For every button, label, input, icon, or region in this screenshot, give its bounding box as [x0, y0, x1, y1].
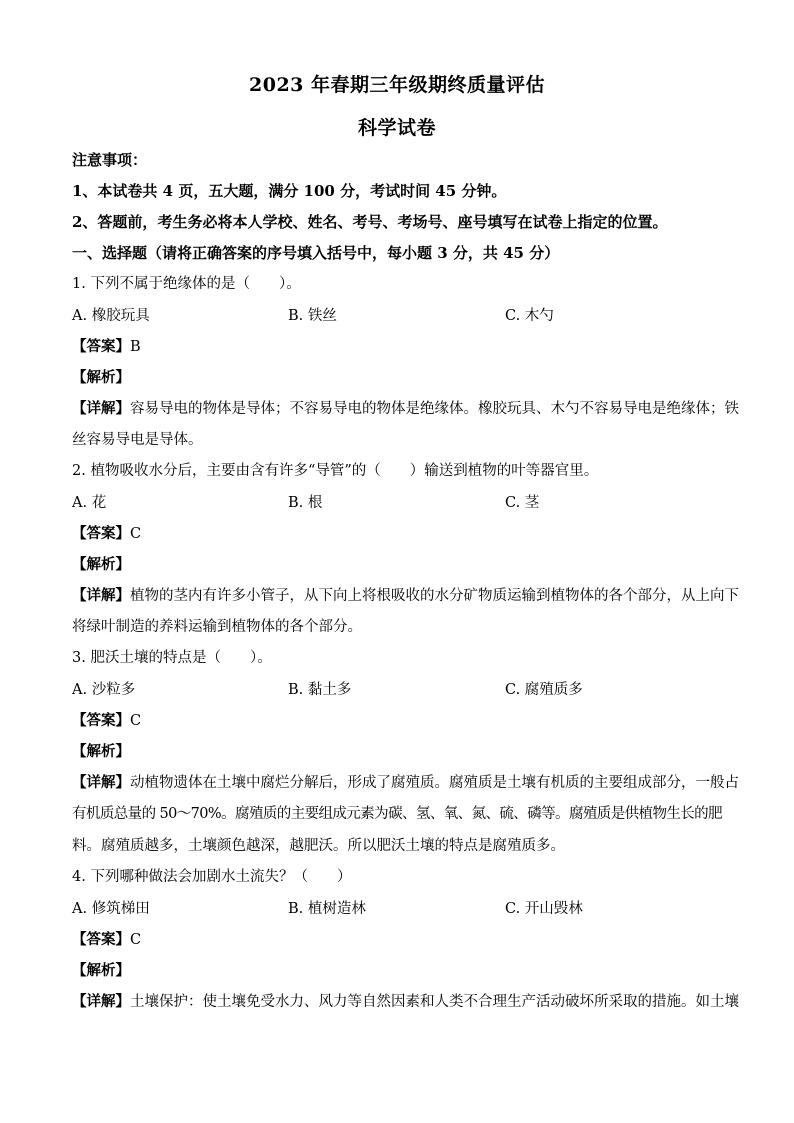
- answer-value: B: [130, 339, 141, 355]
- analysis-label: [72, 742, 722, 762]
- answer-label: 【答案】: [72, 931, 130, 948]
- question-stem: 2. 植物吸收水分后，主要由含有许多“导管”的（ ）输送到植物的叶等器官里。: [72, 463, 599, 479]
- option-b: B. 根: [288, 495, 323, 511]
- question-stem: 1. 下列不属于绝缘体的是（ ）。: [72, 276, 301, 292]
- option-b: B. 铁丝: [288, 308, 337, 324]
- detail-line: [72, 586, 739, 606]
- answer-value: C: [130, 932, 142, 948]
- detail-line: 丝容易导电是导体。: [72, 432, 203, 448]
- analysis-label: [72, 368, 722, 388]
- option-c: C. 木勺: [505, 308, 554, 324]
- answer-row: [72, 711, 722, 731]
- option-a: A. 花: [72, 495, 107, 511]
- detail-text: 土壤保护：使土壤免受水力、风力等自然因素和人类不合理生产活动破坏所采取的措施。如土壤: [130, 994, 739, 1010]
- answer-value: C: [130, 526, 142, 542]
- exam-title: 2023 年春期三年级期终质量评估: [249, 74, 545, 96]
- detail-line: [72, 773, 739, 793]
- analysis-label: [72, 961, 722, 981]
- detail-line: 有机质总量的 50～70%。腐殖质的主要组成元素为碳、氢、氧、氮、硫、磷等。腐殖质是供植物生长的肥: [72, 806, 722, 822]
- exam-subtitle: 科学试卷: [357, 117, 436, 139]
- analysis-label: [72, 555, 722, 575]
- option-c: C. 茎: [505, 495, 540, 511]
- analysis-tag: 【解析】: [72, 369, 130, 386]
- detail-line: 将绿叶制造的养料运输到植物体的各个部分。: [72, 619, 362, 635]
- notice-item-1: 1、本试卷共 4 页，五大题，满分 100 分，考试时间 45 分钟。: [72, 182, 507, 200]
- analysis-tag: 【解析】: [72, 743, 130, 760]
- answer-label: 【答案】: [72, 525, 130, 542]
- detail-line: [72, 992, 739, 1012]
- option-b: B. 植树造林: [288, 901, 366, 917]
- detail-label: 【详解】: [72, 587, 130, 604]
- option-b: B. 黏土多: [288, 682, 352, 698]
- analysis-tag: 【解析】: [72, 962, 130, 979]
- detail-line: 料。腐殖质越多，土壤颜色越深，越肥沃。所以肥沃土壤的特点是腐殖质多。: [72, 838, 565, 854]
- notice-heading: 注意事项：: [72, 151, 148, 169]
- detail-label: 【详解】: [72, 774, 130, 791]
- answer-label: 【答案】: [72, 712, 130, 729]
- answer-label: 【答案】: [72, 338, 130, 355]
- option-c: C. 开山毁林: [505, 901, 583, 917]
- detail-line: [72, 399, 739, 419]
- answer-value: C: [130, 713, 142, 729]
- section-heading: 一、选择题（请将正确答案的序号填入括号中，每小题 3 分，共 45 分）: [72, 244, 560, 262]
- answer-row: [72, 930, 722, 950]
- option-a: A. 沙粒多: [72, 682, 136, 698]
- detail-label: 【详解】: [72, 993, 130, 1010]
- notice-item-2: 2、答题前，考生务必将本人学校、姓名、考号、考场号、座号填写在试卷上指定的位置。: [72, 213, 668, 231]
- question-stem: 3. 肥沃土壤的特点是（ ）。: [72, 650, 272, 666]
- answer-row: [72, 524, 722, 544]
- detail-text: 植物的茎内有许多小管子，从下向上将根吸收的水分矿物质运输到植物体的各个部分，从上向下: [130, 588, 739, 604]
- detail-text: 动植物遗体在土壤中腐烂分解后，形成了腐殖质。腐殖质是土壤有机质的主要组成部分，一般占: [130, 775, 739, 791]
- detail-label: 【详解】: [72, 400, 130, 417]
- analysis-tag: 【解析】: [72, 556, 130, 573]
- option-a: A. 修筑梯田: [72, 901, 150, 917]
- question-stem: 4. 下列哪种做法会加剧水土流失？（ ）: [72, 869, 352, 885]
- detail-text: 容易导电的物体是导体；不容易导电的物体是绝缘体。橡胶玩具、木勺不容易导电是绝缘体；铁: [130, 401, 739, 417]
- answer-row: [72, 337, 722, 357]
- option-a: A. 橡胶玩具: [72, 308, 150, 324]
- option-c: C. 腐殖质多: [505, 682, 583, 698]
